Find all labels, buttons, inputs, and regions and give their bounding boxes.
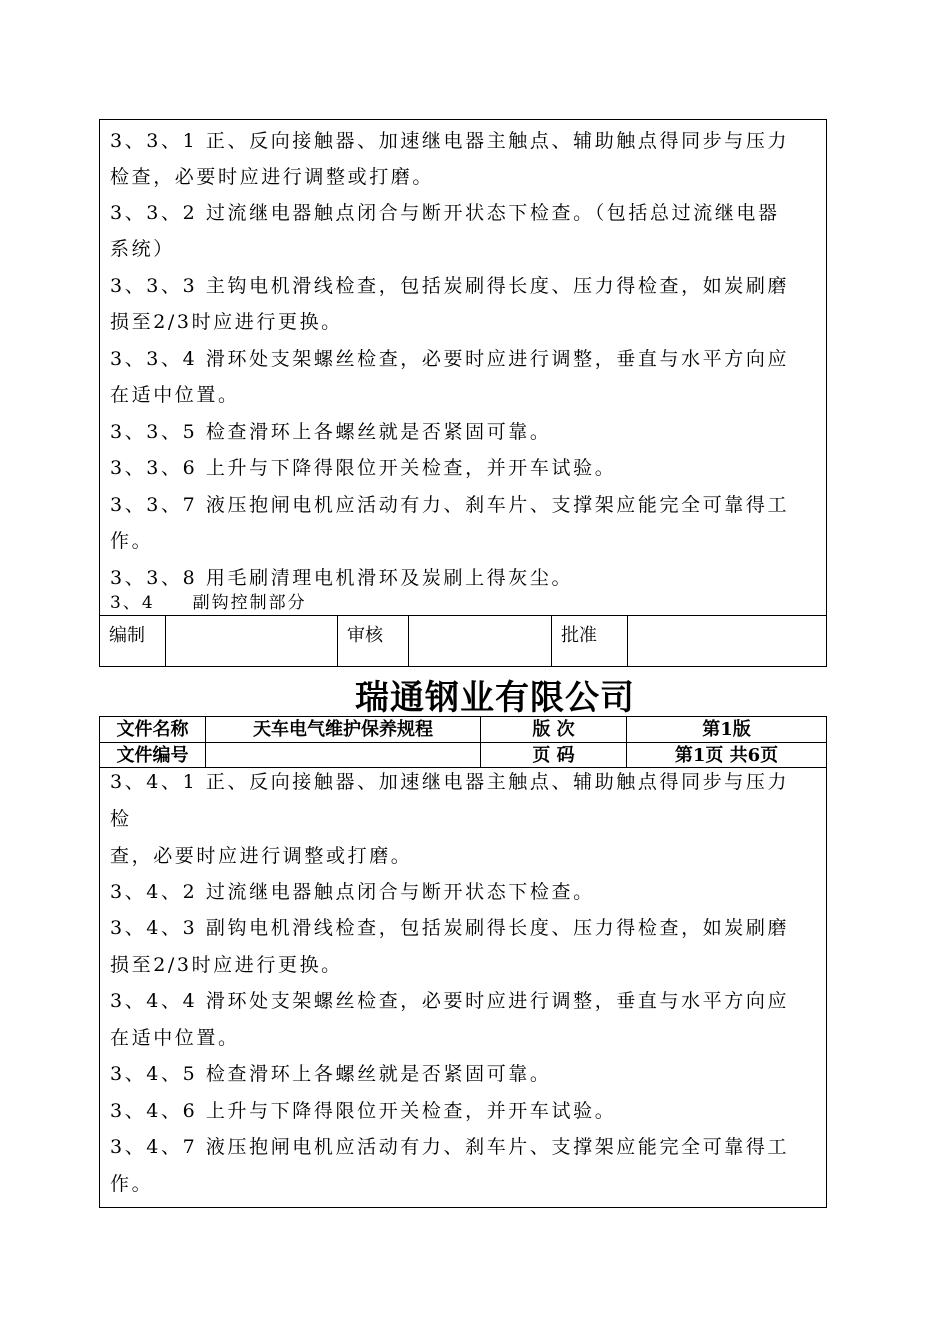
text-line: 3、3、8 用毛刷清理电机滑环及炭刷上得灰尘。 [110, 567, 574, 589]
version-value: 第1版 [702, 719, 751, 740]
text-line: 3、3、6 上升与下降得限位开关检查，并开车试验。 [110, 457, 617, 479]
text-line: 检 [110, 808, 132, 830]
header-row-number [100, 742, 826, 768]
section-heading: 3、4 副钩控制部分 [110, 593, 307, 613]
reviewed-label-cell [338, 616, 409, 666]
procedure-box-lower [99, 767, 827, 1208]
version-label: 版 次 [481, 717, 627, 742]
page-label: 页 码 [481, 743, 627, 768]
prepared-label: 编制 [109, 625, 145, 646]
approved-label: 批准 [561, 625, 597, 646]
doc-name-label: 文件名称 [100, 717, 206, 742]
text-line: 系统） [110, 238, 175, 260]
text-line: 3、4、4 滑环处支架螺丝检查，必要时应进行调整，垂直与水平方向应 [110, 990, 790, 1012]
text-line: 作。 [110, 530, 154, 552]
reviewed-signature-field[interactable] [409, 616, 552, 666]
header-row-name [100, 717, 826, 742]
text-line: 损至2/3时应进行更换。 [110, 311, 343, 333]
doc-number-label: 文件编号 [100, 743, 206, 768]
reviewed-label: 审核 [347, 625, 383, 646]
company-title: 瑞通钢业有限公司 [355, 678, 635, 718]
doc-name-value: 天车电气维护保养规程 [206, 717, 481, 742]
document-header-table [99, 716, 827, 768]
procedure-box-upper [99, 119, 827, 667]
text-line: 3、4、1 正、反向接触器、加速继电器主触点、辅助触点得同步与压力 [110, 771, 790, 793]
approved-signature-field[interactable] [628, 616, 826, 666]
text-line: 3、3、1 正、反向接触器、加速继电器主触点、辅助触点得同步与压力 [110, 130, 790, 152]
section-3-3-content [100, 120, 826, 615]
text-line: 3、4、3 副钩电机滑线检查，包括炭刷得长度、压力得检查，如炭刷磨 [110, 917, 790, 939]
text-line: 3、3、2 过流继电器触点闭合与断开状态下检查。（包括总过流继电器 [110, 202, 780, 224]
prepared-signature-field[interactable] [166, 616, 338, 666]
text-line: 在适中位置。 [110, 1027, 240, 1049]
page-value: 第1页 共6页 [674, 745, 779, 766]
text-line: 3、3、3 主钩电机滑线检查，包括炭刷得长度、压力得检查，如炭刷磨 [110, 275, 790, 297]
text-line: 查，必要时应进行调整或打磨。 [110, 845, 413, 867]
prepared-label-cell [100, 616, 166, 666]
text-line: 3、3、4 滑环处支架螺丝检查，必要时应进行调整，垂直与水平方向应 [110, 348, 790, 370]
approved-label-cell [552, 616, 628, 666]
text-line: 3、4、2 过流继电器触点闭合与断开状态下检查。 [110, 881, 595, 903]
doc-number-value [206, 743, 481, 768]
text-line: 损至2/3时应进行更换。 [110, 954, 343, 976]
text-line: 作。 [110, 1173, 154, 1195]
text-line: 3、3、5 检查滑环上各螺丝就是否紧固可靠。 [110, 421, 552, 443]
text-line: 检查，必要时应进行调整或打磨。 [110, 166, 435, 188]
text-line: 3、3、7 液压抱闸电机应活动有力、刹车片、支撑架应能完全可靠得工 [110, 494, 790, 516]
text-line: 3、4、5 检查滑环上各螺丝就是否紧固可靠。 [110, 1063, 552, 1085]
text-line: 在适中位置。 [110, 384, 240, 406]
text-line: 3、4、7 液压抱闸电机应活动有力、刹车片、支撑架应能完全可靠得工 [110, 1136, 790, 1158]
signoff-row [100, 615, 826, 666]
text-line: 3、4、6 上升与下降得限位开关检查，并开车试验。 [110, 1100, 617, 1122]
